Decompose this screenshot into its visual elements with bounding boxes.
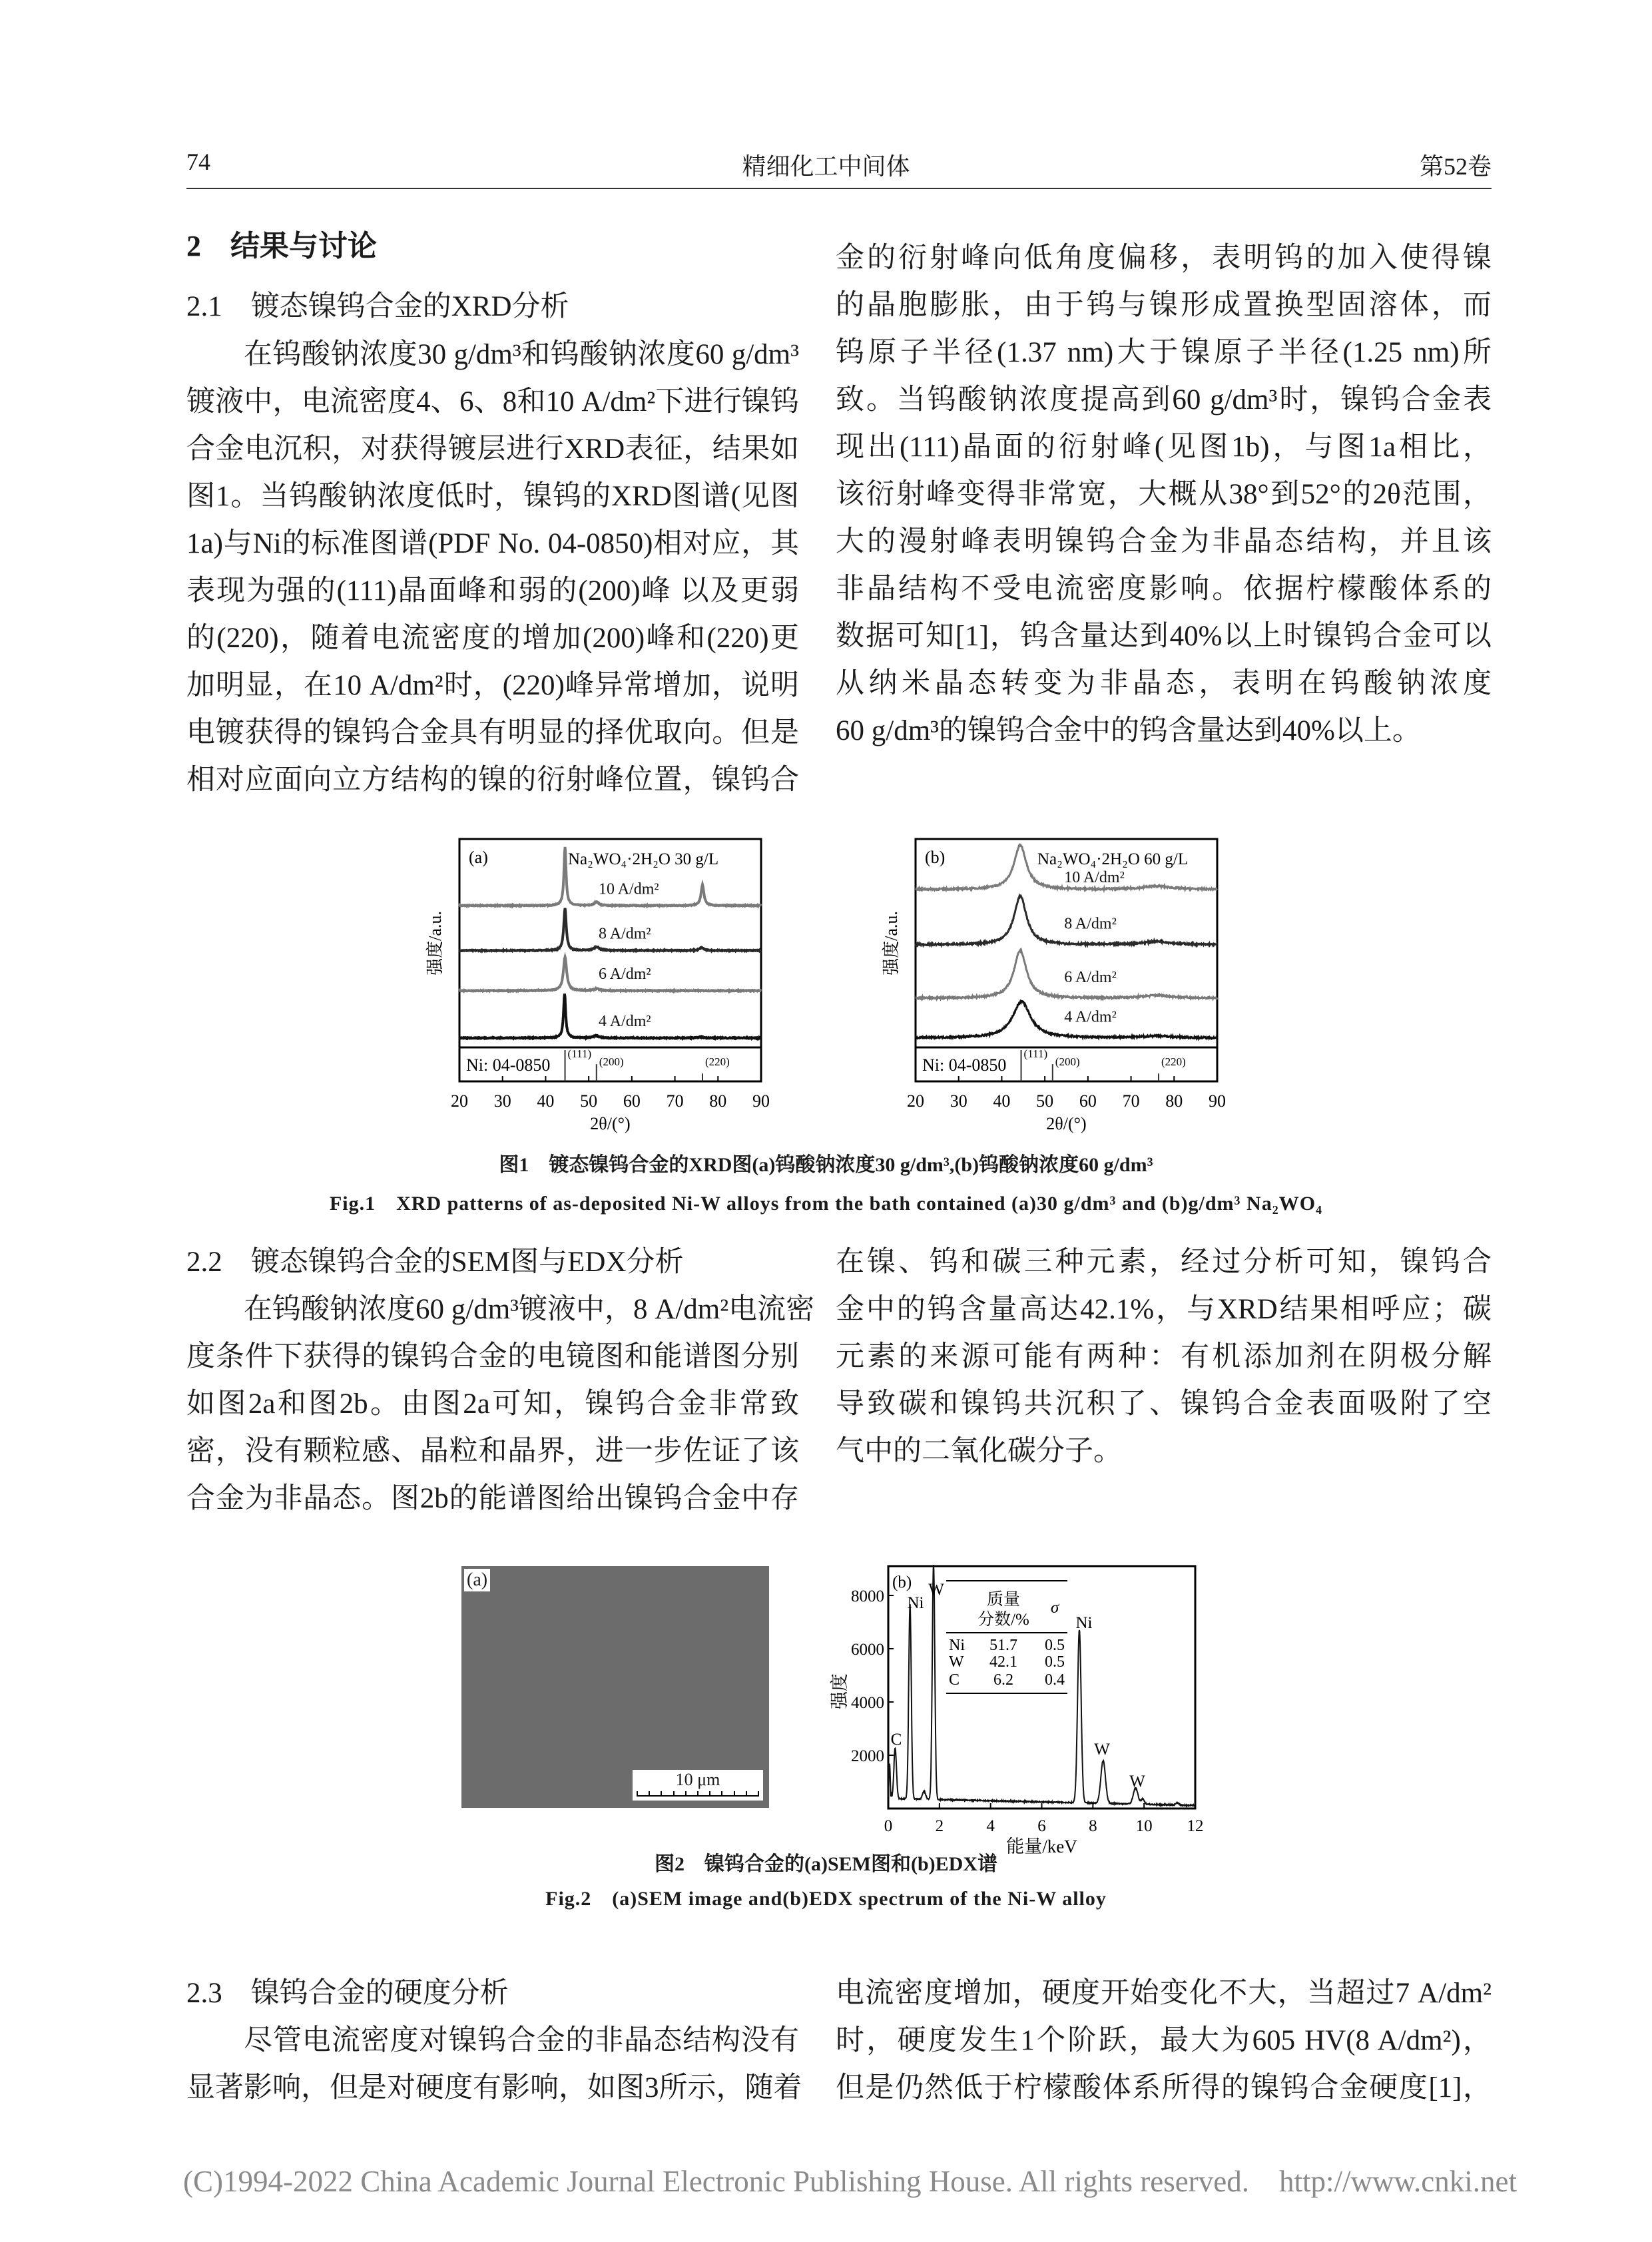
- panel-label: (a): [469, 848, 488, 867]
- peak-label: W: [1129, 1773, 1145, 1791]
- series-label: 4 A/dm²: [1064, 1008, 1117, 1026]
- text-line: 金中的钨含量高达42.1%，与XRD结果相呼应；碳: [836, 1294, 1492, 1325]
- scale-bar-tick: [734, 1791, 735, 1797]
- table-cell: Ni: [949, 1637, 965, 1654]
- text-line: 的(220)，随着电流密度的增加(200)峰和(220)更: [186, 623, 799, 654]
- series-label: 4 A/dm²: [599, 1013, 651, 1031]
- text-line: 电镀获得的镍钨合金具有明显的择优取向。但是: [186, 717, 799, 748]
- x-tick-label: 50: [580, 1091, 598, 1111]
- x-tick-label: 60: [623, 1091, 641, 1111]
- chart-title: Na₂WO₄·2H₂O 30 g/L: [568, 850, 719, 868]
- text-line: 致。当钨酸钠浓度提高到60 g/dm³时，镍钨合金表: [836, 384, 1492, 416]
- x-tick-label: 50: [1036, 1091, 1054, 1111]
- s23-left-column: [186, 2017, 802, 2111]
- table-cell: 42.1: [989, 1653, 1017, 1671]
- s23-right-column: [836, 1970, 1492, 2111]
- xrd-chart-b: [869, 832, 1229, 1139]
- hkl-label: (220): [704, 1055, 730, 1068]
- peak-label: W: [928, 1581, 944, 1599]
- x-tick-label: 40: [993, 1091, 1011, 1111]
- table-cell: C: [949, 1671, 960, 1689]
- text-line: 但是仍然低于柠檬酸体系所得的镍钨合金硬度[1]，: [836, 2072, 1492, 2103]
- x-tick-label: 6: [1037, 1817, 1046, 1835]
- hkl-label: (200): [599, 1055, 624, 1068]
- text-line: 图1。当钨酸钠浓度低时，镍钨的XRD图谱(见图: [186, 481, 799, 512]
- text-line: 的晶胞膨胀，由于钨与镍形成置换型固溶体，而: [836, 290, 1492, 321]
- x-tick-label: 30: [493, 1091, 511, 1111]
- x-tick-label: 90: [1209, 1091, 1226, 1111]
- x-tick-label: 2: [935, 1817, 944, 1835]
- s21-left-column: [186, 331, 799, 804]
- y-tick-label: 2000: [851, 1747, 884, 1765]
- text-line: 1a)与Ni的标准图谱(PDF No. 04-0850)相对应，其: [186, 528, 799, 559]
- hkl-label: (200): [1055, 1055, 1080, 1068]
- series-label: 6 A/dm²: [599, 966, 651, 983]
- scale-bar-tick: [697, 1791, 698, 1797]
- text-line: 气中的二氧化碳分子。: [836, 1436, 1122, 1467]
- x-tick-label: 20: [451, 1091, 468, 1111]
- text-line: 加明显，在10 A/dm²时，(220)峰异常增加，说明: [186, 670, 799, 701]
- text-line: 密，没有颗粒感、晶粒和晶界，进一步佐证了该: [186, 1436, 799, 1467]
- text-line: 数据可知[1]，钨含量达到40%以上时镍钨合金可以: [836, 621, 1492, 652]
- panel-label: (b): [925, 848, 946, 867]
- text-line: 显著影响，但是对硬度有影响，如图3所示，随着: [186, 2072, 802, 2103]
- section-heading: 2 结果与讨论: [186, 230, 377, 262]
- x-tick-label: 90: [752, 1091, 770, 1111]
- edx-spectrum: [888, 1565, 1195, 1806]
- text-line: 度条件下获得的镍钨合金的电镜图和能谱图分别: [186, 1341, 799, 1372]
- subsection-heading-2-1: 2.1 镀态镍钨合金的XRD分析: [186, 291, 569, 322]
- x-tick-label: 40: [537, 1091, 555, 1111]
- scale-bar: [633, 1770, 763, 1801]
- sem-image: [461, 1566, 769, 1808]
- y-tick-label: 8000: [851, 1587, 884, 1605]
- text-line: 从纳米晶态转变为非晶态，表明在钨酸钠浓度: [836, 668, 1492, 699]
- reference-label: Ni: 04-0850: [466, 1055, 551, 1075]
- header-rule: [186, 188, 1492, 189]
- text-line: 60 g/dm³的镍钨合金中的钨含量达到40%以上。: [836, 715, 1421, 746]
- text-line: 现出(111)晶面的衍射峰(见图1b)，与图1a相比，: [836, 431, 1492, 463]
- y-tick-label: 6000: [851, 1641, 884, 1659]
- s21-right-column: [836, 234, 1492, 754]
- scale-bar-tick: [746, 1791, 747, 1797]
- peak-label: Ni: [907, 1594, 924, 1612]
- text-line: 大的漫射峰表明镍钨合金为非晶态结构，并且该: [836, 526, 1492, 557]
- text-line: 合金为非晶态。图2b的能谱图给出镍钨合金中存: [186, 1483, 799, 1514]
- s22-right-column: [836, 1239, 1492, 1475]
- figure1-caption-cn: 图1 镀态镍钨合金的XRD图(a)钨酸钠浓度30 g/dm³,(b)钨酸钠浓度60 g/dm³: [499, 1154, 1153, 1176]
- x-tick-label: 80: [1165, 1091, 1183, 1111]
- plot-frame: [459, 839, 761, 1081]
- x-tick-label: 4: [986, 1817, 995, 1835]
- footer: [183, 2164, 1517, 2199]
- subsection-heading-2-2: 2.2 镀态镍钨合金的SEM图与EDX分析: [186, 1247, 684, 1278]
- text-line: 如图2a和图2b。由图2a可知，镍钨合金非常致: [186, 1388, 799, 1420]
- figure2-caption-cn: 图2 镍钨合金的(a)SEM图和(b)EDX谱: [655, 1853, 997, 1875]
- x-axis-label: 2θ/(°): [1046, 1114, 1087, 1133]
- peak-label: W: [1094, 1741, 1110, 1759]
- xrd-chart-a: [413, 832, 772, 1139]
- scale-bar-tick: [637, 1791, 638, 1797]
- hkl-label: (220): [1161, 1055, 1186, 1068]
- text-line: 相对应面向立方结构的镍的衍射峰位置，镍钨合: [186, 764, 799, 796]
- table-header: 分数/%: [977, 1611, 1029, 1629]
- x-axis-label: 能量/keV: [1006, 1836, 1077, 1856]
- series-label: 6 A/dm²: [1064, 968, 1117, 986]
- x-tick-label: 80: [709, 1091, 727, 1111]
- edx-chart: [826, 1558, 1212, 1858]
- scale-bar-label: 10 μm: [675, 1770, 720, 1789]
- x-tick-label: 60: [1079, 1091, 1097, 1111]
- scale-bar-tick: [721, 1791, 722, 1797]
- table-cell: 0.5: [1045, 1637, 1065, 1654]
- text-line: 金的衍射峰向低角度偏移，表明钨的加入使得镍: [836, 242, 1492, 274]
- x-tick-label: 12: [1187, 1817, 1204, 1835]
- subsection-heading-2-3: 2.3 镍钨合金的硬度分析: [186, 1978, 509, 2009]
- series-label: 10 A/dm²: [1064, 869, 1125, 886]
- series-label: 8 A/dm²: [599, 925, 651, 943]
- scale-bar-tick: [649, 1791, 650, 1797]
- figure1-caption-en: Fig.1 XRD patterns of as-deposited Ni-W alloys from the bath contained (a)30 g/dm³ and (b)g/dm³ Na₂WO₄: [329, 1193, 1323, 1215]
- text-line: 尽管电流密度对镍钨合金的非晶态结构没有: [244, 2025, 799, 2056]
- table-cell: 0.4: [1045, 1671, 1065, 1689]
- text-line: 在镍、钨和碳三种元素，经过分析可知，镍钨合: [836, 1247, 1492, 1278]
- text-line: 在钨酸钠浓度30 g/dm³和钨酸钠浓度60 g/dm³: [244, 339, 799, 370]
- s22-left-column: [186, 1286, 815, 1522]
- x-tick-label: 20: [907, 1091, 924, 1111]
- x-tick-label: 10: [1135, 1817, 1153, 1835]
- scale-bar-tick: [661, 1791, 662, 1797]
- text-line: 电流密度增加，硬度开始变化不大，当超过7 A/dm²: [836, 1978, 1492, 2009]
- text-line: 镀液中，电流密度4、6、8和10 A/dm²下进行镍钨: [186, 386, 799, 418]
- y-axis-label: 强度: [830, 1673, 850, 1709]
- x-tick-label: 70: [1122, 1091, 1140, 1111]
- volume-label: 第52卷: [1419, 153, 1492, 180]
- page-number: 74: [186, 148, 210, 175]
- hkl-label: (111): [1023, 1047, 1048, 1060]
- text-line: 合金电沉积，对获得镀层进行XRD表征，结果如: [186, 433, 799, 465]
- scale-bar-tick: [685, 1791, 687, 1797]
- footer-url[interactable]: http://www.cnki.net: [1278, 2165, 1517, 2198]
- copyright-text: (C)1994-2022 China Academic Journal Electronic Publishing House. All rights reserved.: [183, 2165, 1249, 2198]
- text-line: 时，硬度发生1个阶跃，最大为605 HV(8 A/dm²)，: [836, 2025, 1492, 2056]
- text-line: 表现为强的(111)晶面峰和弱的(200)峰 以及更弱: [186, 575, 799, 607]
- x-tick-label: 70: [666, 1091, 684, 1111]
- table-cell: 0.5: [1045, 1653, 1065, 1671]
- table-header: 质量: [986, 1591, 1021, 1609]
- hkl-label: (111): [567, 1047, 592, 1060]
- text-line: 非晶结构不受电流密度影响。依据柠檬酸体系的: [836, 573, 1492, 605]
- peak-label: Ni: [1075, 1614, 1093, 1632]
- x-tick-label: 0: [884, 1817, 893, 1835]
- series-label: 8 A/dm²: [1064, 915, 1117, 933]
- text-line: 导致碳和镍钨共沉积了、镍钨合金表面吸附了空: [836, 1388, 1492, 1420]
- text-line: 元素的来源可能有两种：有机添加剂在阴极分解: [836, 1341, 1492, 1372]
- y-tick-label: 4000: [851, 1694, 884, 1712]
- scale-bar-tick: [673, 1791, 675, 1797]
- panel-label: (b): [892, 1573, 912, 1591]
- text-line: 在钨酸钠浓度60 g/dm³镀液中，8 A/dm²电流密: [244, 1294, 815, 1325]
- scale-bar-ruler: [637, 1795, 759, 1797]
- journal-title: 精细化工中间体: [742, 153, 910, 180]
- table-cell: W: [949, 1653, 964, 1671]
- x-tick-label: 8: [1089, 1817, 1097, 1835]
- x-axis-label: 2θ/(°): [590, 1114, 631, 1133]
- text-line: 该衍射峰变得非常宽，大概从38°到52°的2θ范围，: [836, 479, 1492, 510]
- table-cell: 6.2: [993, 1671, 1013, 1689]
- reference-label: Ni: 04-0850: [922, 1055, 1007, 1075]
- y-axis-label: 强度/a.u.: [425, 911, 445, 976]
- sem-panel-label: (a): [464, 1569, 490, 1591]
- series-label: 10 A/dm²: [599, 880, 659, 898]
- text-line: 钨原子半径(1.37 nm)大于镍原子半径(1.25 nm)所: [836, 337, 1492, 368]
- table-cell: 51.7: [989, 1637, 1017, 1654]
- chart-title: Na₂WO₄·2H₂O 60 g/L: [1037, 850, 1189, 868]
- figure2-caption-en: Fig.2 (a)SEM image and(b)EDX spectrum of the Ni-W alloy: [545, 1888, 1107, 1910]
- scale-bar-tick: [758, 1791, 759, 1797]
- y-axis-label: 强度/a.u.: [882, 911, 901, 976]
- table-header: σ: [1050, 1599, 1059, 1617]
- x-tick-label: 30: [950, 1091, 967, 1111]
- scale-bar-tick: [709, 1791, 710, 1797]
- peak-label: C: [890, 1731, 902, 1749]
